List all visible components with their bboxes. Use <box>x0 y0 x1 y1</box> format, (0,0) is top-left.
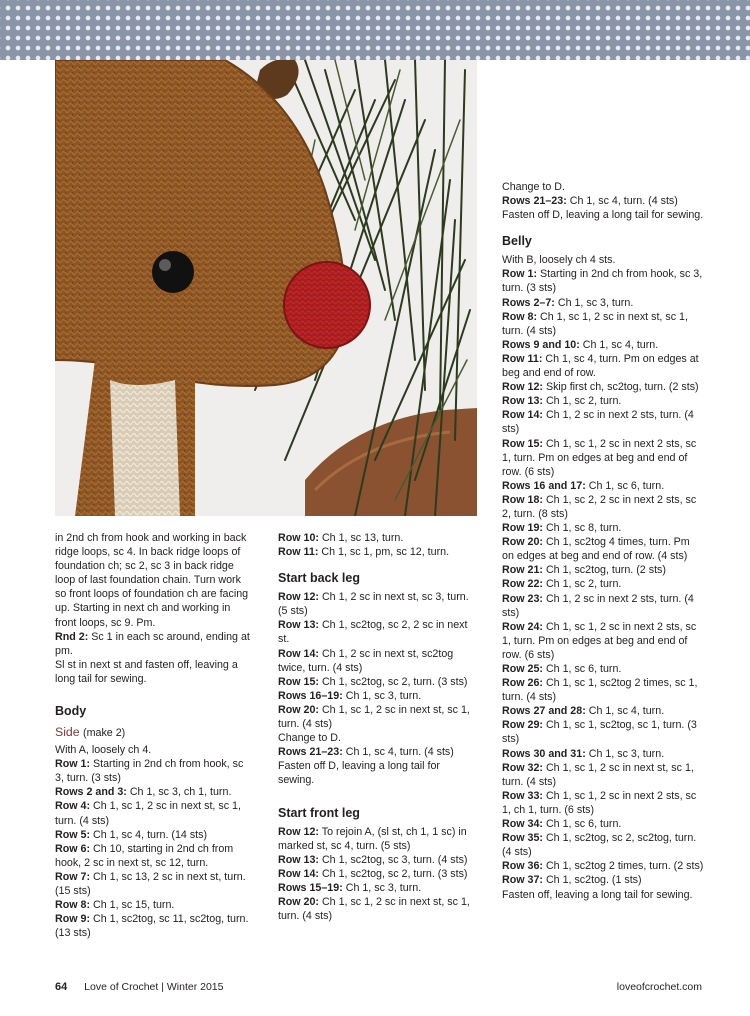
pattern-row <box>55 842 253 870</box>
belly-rows-list <box>502 267 704 887</box>
row-label: Row 33: <box>502 789 543 802</box>
row-label: Row 19: <box>502 522 543 535</box>
row-text: Ch 1, sc 4, turn. <box>579 338 659 351</box>
side-rows-continued <box>278 531 476 559</box>
final-fasten-line: Fasten off, leaving a long tail for sewing. <box>502 888 693 901</box>
row-text: Ch 1, sc 1, sc2tog 2 times, sc 1, turn. (4 sts) <box>502 677 698 704</box>
pattern-row <box>502 338 704 352</box>
row-label: Row 1: <box>502 268 538 281</box>
row-label: Row 25: <box>502 663 543 675</box>
row-label: Row 12: <box>278 591 319 604</box>
pattern-row <box>278 825 476 853</box>
pattern-row <box>502 620 704 662</box>
col3-change-line: Change to D. <box>502 181 565 193</box>
row-text: Ch 1, sc2tog, sc 2, 2 sc in next st. <box>278 619 468 646</box>
with-b-line: With B, loosely ch 4 sts. <box>502 254 616 267</box>
pattern-row <box>502 296 704 310</box>
row-label: Row 11: <box>278 546 319 559</box>
row-text: Ch 1, sc 1, 2 sc in next st, sc 1, turn. (4 sts) <box>502 310 688 337</box>
row-label: Rows 16 and 17: <box>502 479 586 492</box>
pattern-row <box>502 437 704 479</box>
row-text: Ch 1, sc 2, 2 sc in next 2 sts, sc 2, turn. (8 sts) <box>502 493 697 520</box>
row-label: Row 34: <box>502 818 543 831</box>
row-text: Starting in 2nd ch from hook, sc 3, turn. (3 sts) <box>55 758 244 785</box>
row-text: Ch 1, 2 sc in next 2 sts, turn. (4 sts) <box>502 409 694 436</box>
row-text: Ch 1, 2 sc in next st, sc 3, turn. (5 sts) <box>278 591 469 618</box>
row-text: Ch 1, sc2tog, sc 11, sc2tog, turn. (13 sts) <box>55 913 249 940</box>
pattern-row <box>502 718 704 746</box>
row-text: Ch 1, sc 2, turn. <box>542 395 622 408</box>
front-leg-heading: Start front leg <box>278 805 360 820</box>
row-text: Ch 1, sc2tog 4 times, turn. Pm on edges at beg and end of row. (4 sts) <box>502 536 690 563</box>
row-label: Row 4: <box>55 800 91 813</box>
page-footer <box>55 980 702 994</box>
front-leg-rows <box>278 825 476 924</box>
row-text: Ch 1, sc 4, turn. <box>585 705 665 718</box>
pattern-row <box>278 881 476 895</box>
row-label: Row 12: <box>278 825 319 838</box>
pattern-row <box>278 545 476 559</box>
side-note: (make 2) <box>83 727 126 740</box>
row-text: Ch 1, sc 6, turn. <box>542 663 622 675</box>
row-label: Row 24: <box>502 620 543 633</box>
row-text: Ch 1, sc 1, 2 sc in next st, sc 1, turn. (4 sts) <box>502 761 694 788</box>
row-label: Row 35: <box>502 832 543 845</box>
pattern-row <box>502 789 704 817</box>
magazine-name: Love of Crochet <box>84 981 159 993</box>
pattern-row <box>502 662 704 676</box>
row-text: Ch 1, sc2tog, turn. (2 sts) <box>542 564 666 577</box>
pattern-row <box>502 310 704 338</box>
rnd2-line: Rnd 2: Sc 1 in each sc around, ending at pm. <box>55 630 250 657</box>
row-text: Ch 1, sc 8, turn. <box>542 522 622 535</box>
row-text: Ch 1, sc2tog. (1 sts) <box>542 874 642 887</box>
row-text: Ch 1, sc 13, 2 sc in next st, turn. (15 sts) <box>55 870 246 897</box>
pattern-row <box>55 757 253 785</box>
row-text: Ch 1, 2 sc in next st, sc2tog twice, turn. (4 sts) <box>278 647 454 674</box>
footer-left <box>55 980 224 994</box>
pattern-row <box>502 704 704 718</box>
polka-dot-header-band <box>0 0 750 60</box>
row-label: Row 20: <box>278 703 319 716</box>
row-text: Skip first ch, sc2tog, turn. (2 sts) <box>542 381 699 394</box>
pattern-row <box>502 761 704 789</box>
row-text: Starting in 2nd ch from hook, sc 3, turn. (3 sts) <box>502 268 703 295</box>
row-text: Ch 1, sc2tog 2 times, turn. (2 sts) <box>542 860 704 873</box>
pattern-row <box>502 563 704 577</box>
row-text: Ch 1, sc 1, pm, sc 12, turn. <box>318 546 450 559</box>
pattern-row <box>278 647 476 675</box>
row-text: Ch 1, sc 3, turn. <box>342 881 422 894</box>
row-text: Ch 1, sc 1, 2 sc in next 2 sts, sc 1, ch 1, turn. (6 sts) <box>502 789 697 816</box>
back-change-line: Change to D. <box>278 732 341 745</box>
row-label: Row 10: <box>278 532 319 544</box>
pattern-row <box>278 895 476 923</box>
row-text: Ch 1, sc 4, turn. (14 sts) <box>90 828 208 841</box>
with-a-line: With A, loosely ch 4. <box>55 744 152 757</box>
pattern-row <box>278 689 476 703</box>
row-label: Row 7: <box>55 870 91 883</box>
pattern-row <box>502 521 704 535</box>
row-label: Row 20: <box>502 536 543 549</box>
row-text: Ch 1, sc2tog, sc 2, sc2tog, turn. (4 sts) <box>502 832 697 859</box>
row-label: Row 37: <box>502 874 543 887</box>
row-text: Ch 1, sc 3, turn. <box>554 296 634 309</box>
row-label: Row 36: <box>502 860 543 873</box>
row-label: Rows 2 and 3: <box>55 786 127 799</box>
pattern-row <box>278 867 476 881</box>
row-label: Row 14: <box>502 409 543 422</box>
row-label: Rows 16–19: <box>278 689 343 702</box>
website-link[interactable]: loveofcrochet.com <box>616 981 702 993</box>
row-text: Ch 1, sc 3, turn. <box>585 747 665 760</box>
row-text: Ch 1, sc 1, 2 sc in next st, sc 1, turn. (4 sts) <box>278 703 470 731</box>
side-heading: Side (make 2) <box>55 725 126 740</box>
pattern-row <box>502 676 704 704</box>
row-text: Ch 1, sc 6, turn. <box>542 818 622 831</box>
pattern-row <box>502 493 704 521</box>
row-text: To rejoin A, (sl st, ch 1, 1 sc) in marked st, sc 4, turn. (5 sts) <box>278 825 467 852</box>
pattern-row <box>278 675 476 689</box>
pattern-row <box>502 394 704 408</box>
pattern-row <box>278 703 476 731</box>
row-text: Ch 1, sc 3, turn. <box>342 689 422 702</box>
back-fasten-line: Fasten off D, leaving a long tail for sewing. <box>278 760 440 787</box>
row-text: Ch 1, sc 1, sc2tog, sc 1, turn. (3 sts) <box>502 719 697 746</box>
body-heading: Body <box>55 704 87 719</box>
belly-heading: Belly <box>502 234 532 249</box>
pattern-row <box>278 853 476 867</box>
pattern-row <box>502 873 704 887</box>
row-text: Ch 1, sc 6, turn. <box>585 479 665 492</box>
pattern-row <box>55 785 253 799</box>
pattern-row <box>55 870 253 898</box>
row-label: Row 21: <box>502 564 543 577</box>
row-text: Ch 1, sc 2, turn. <box>542 578 622 591</box>
row-label: Row 11: <box>502 352 543 365</box>
pattern-row <box>278 618 476 646</box>
row-label: Rows 21–23: <box>502 195 567 208</box>
pattern-row <box>502 352 704 380</box>
row-text: Ch 1, sc 1, 2 sc in next st, sc 1, turn. (4 sts) <box>55 800 241 827</box>
pattern-row <box>55 799 253 827</box>
pattern-row <box>502 535 704 563</box>
pattern-row <box>502 817 704 831</box>
pattern-row <box>278 745 476 759</box>
pattern-row <box>502 194 704 208</box>
row-text: Ch 1, sc2tog, sc 2, turn. (3 sts) <box>318 867 468 880</box>
row-label: Row 12: <box>502 381 543 394</box>
row-label: Row 14: <box>278 867 319 880</box>
row-label: Rows 30 and 31: <box>502 747 586 760</box>
row-label: Rows 27 and 28: <box>502 705 586 718</box>
reindeer-photo <box>55 60 477 516</box>
page-number: 64 <box>55 981 68 993</box>
row-text: Ch 1, sc2tog, sc 2, turn. (3 sts) <box>318 675 468 688</box>
pattern-row <box>502 831 704 859</box>
pattern-row <box>502 747 704 761</box>
pattern-row <box>502 577 704 591</box>
row-text: Ch 1, sc 4, turn. (4 sts) <box>342 746 454 759</box>
reindeer-illustration <box>55 60 477 516</box>
row-label: Row 13: <box>502 395 543 408</box>
column-1 <box>55 531 253 940</box>
row-label: Row 8: <box>55 899 91 912</box>
row-label: Rows 15–19: <box>278 881 343 894</box>
column-2 <box>278 531 476 923</box>
pattern-row <box>278 590 476 618</box>
side-rows-list <box>55 757 253 940</box>
row-text: Ch 10, starting in 2nd ch from hook, 2 sc in next st, sc 12, turn. <box>55 842 234 869</box>
pattern-row <box>502 408 704 436</box>
pattern-row <box>55 828 253 842</box>
row-label: Row 18: <box>502 493 543 506</box>
row-text: Ch 1, sc 3, ch 1, turn. <box>126 786 232 799</box>
row-text: Ch 1, sc2tog, sc 3, turn. (4 sts) <box>318 853 468 866</box>
pattern-row <box>55 912 253 940</box>
row-label: Row 5: <box>55 828 91 841</box>
back-leg-heading: Start back leg <box>278 571 360 586</box>
row-text: Ch 1, sc 1, 2 sc in next 2 sts, sc 1, turn. Pm on edges at beg and end of row. (6 sts) <box>502 620 697 661</box>
back-leg-rows <box>278 590 476 731</box>
row-label: Row 8: <box>502 310 538 323</box>
pattern-row <box>502 859 704 873</box>
row-text: Ch 1, sc 1, 2 sc in next 2 sts, sc 1, turn. Pm on edges at beg and end of row. (6 sts) <box>502 437 697 478</box>
pattern-row <box>55 898 253 912</box>
row-label: Row 9: <box>55 913 91 926</box>
row-text: Ch 1, 2 sc in next 2 sts, turn. (4 sts) <box>502 592 694 619</box>
row-text: Ch 1, sc 13, turn. <box>318 532 404 544</box>
row-text: Ch 1, sc 1, 2 sc in next st, sc 1, turn. (4 sts) <box>278 895 470 923</box>
row-label: Row 32: <box>502 761 543 774</box>
pattern-row <box>502 267 704 295</box>
front-leg-rows-continued <box>502 194 704 208</box>
row-label: Row 22: <box>502 578 543 591</box>
row-label: Row 23: <box>502 592 543 605</box>
row-label: Row 20: <box>278 895 319 908</box>
row-label: Rows 2–7: <box>502 296 555 309</box>
row-label: Rows 21–23: <box>278 746 343 759</box>
back-leg-rows-2 <box>278 745 476 759</box>
row-label: Row 13: <box>278 853 319 866</box>
row-text: Ch 1, sc 4, turn. Pm on edges at beg and end of row. <box>502 352 699 380</box>
row-label: Row 14: <box>278 647 319 660</box>
row-label: Row 13: <box>278 619 319 632</box>
intro-text: in 2nd ch from hook and working in back ridge loops, sc 4. In back ridge loops of foundation ch; sc 2, sc 3 in back ridge loop of last foundation chain. Turn work so front loops of foundation ch are facing up. Starting in next ch and working in front loops, sc 9. Pm. <box>55 532 249 629</box>
issue-label: | Winter 2015 <box>158 981 224 993</box>
pattern-row <box>502 380 704 394</box>
row-label: Row 6: <box>55 842 91 855</box>
pattern-row <box>278 531 476 545</box>
row-label: Row 26: <box>502 677 543 690</box>
pattern-row <box>502 592 704 620</box>
row-label: Row 15: <box>278 675 319 688</box>
column-3 <box>502 180 704 902</box>
sl-st-line: Sl st in next st and fasten off, leaving a long tail for sewing. <box>55 658 238 685</box>
pattern-row <box>502 479 704 493</box>
row-text: Ch 1, sc 15, turn. <box>90 899 175 912</box>
row-label: Row 29: <box>502 719 543 732</box>
row-text: Ch 1, sc 4, turn. (4 sts) <box>566 195 678 208</box>
row-label: Rows 9 and 10: <box>502 338 580 351</box>
row-label: Row 15: <box>502 437 543 450</box>
row-label: Row 1: <box>55 758 91 771</box>
col3-fasten-line: Fasten off D, leaving a long tail for sewing. <box>502 209 704 222</box>
